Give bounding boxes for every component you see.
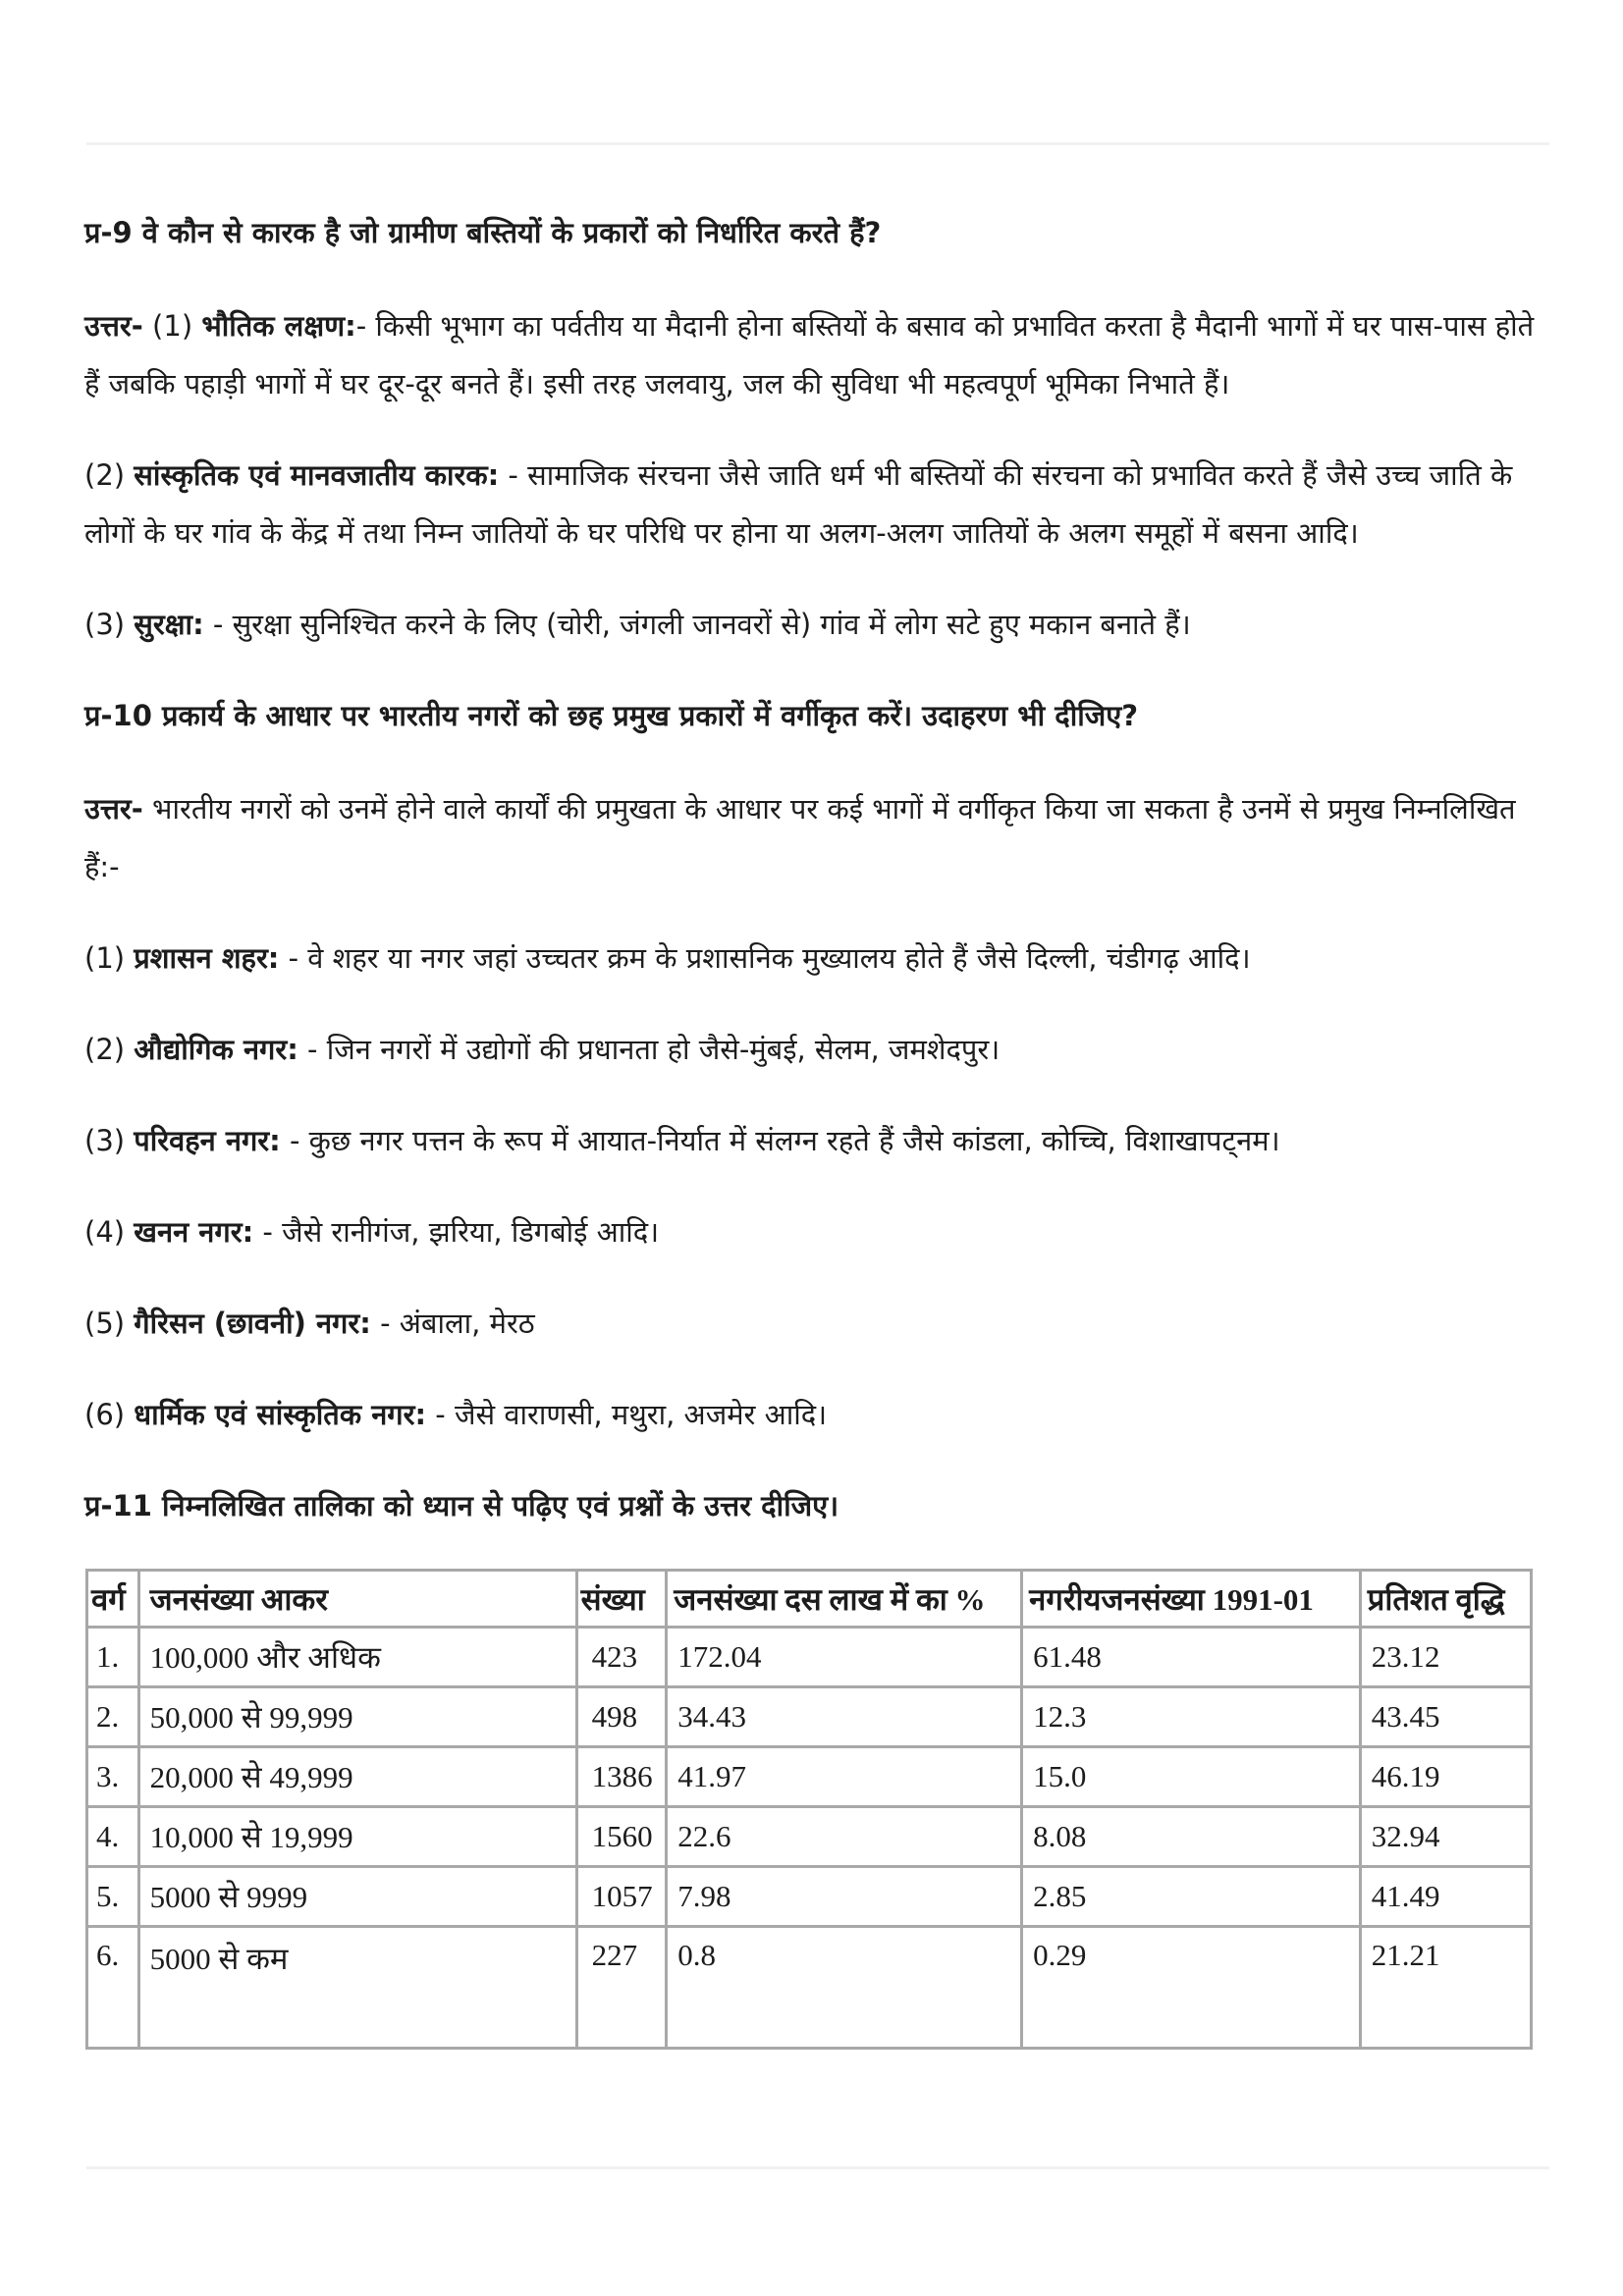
q9-answer-physical: उत्तर- (1) भौतिक लक्षण:- किसी भूभाग का पर्वतीय या मैदानी होना बस्तियों के बसाव को प्रभावित करता है मैदानी भागों में घर पास-पास होते हैं जबकि पहाड़ी भागों में घर दूर-दूर बनते हैं। इसी तरह जलवायु, जल की सुविधा भी महत्वपूर्ण भूमिका निभाते हैं। xyxy=(84,309,1535,400)
table-cell: 0.8 xyxy=(667,1927,1022,2049)
table-row xyxy=(87,1807,1532,1867)
subheading: औद्योगिक नगर: xyxy=(134,1033,298,1066)
subheading: सांस्कृतिक एवं मानवजातीय कारक: xyxy=(134,458,500,492)
header-cell: नगरीयजनसंख्या 1991-01 xyxy=(1022,1571,1361,1628)
table-cell: 32.94 xyxy=(1360,1807,1531,1867)
q9-answer-security: (3) सुरक्षा: - सुरक्षा सुनिश्चित करने के लिए (चोरी, जंगली जानवरों से) गांव में लोग सटे हुए मकान बनाते हैं। xyxy=(84,608,1191,641)
subheading: खनन नगर: xyxy=(134,1215,254,1249)
header-cell: संख्या xyxy=(576,1571,667,1628)
header-cell: प्रतिशत वृद्धि xyxy=(1360,1571,1531,1628)
table-cell: 1386 xyxy=(576,1747,667,1807)
table-cell: 498 xyxy=(576,1687,667,1747)
subheading: धार्मिक एवं सांस्कृतिक नगर: xyxy=(134,1398,427,1431)
subheading: प्रशासन शहर: xyxy=(134,941,280,975)
table-cell: 12.3 xyxy=(1022,1687,1361,1747)
subheading: गैरिसन (छावनी) नगर: xyxy=(134,1307,371,1340)
question-9: प्र-9 वे कौन से कारक है जो ग्रामीण बस्तियों के प्रकारों को निर्धारित करते हैं? xyxy=(84,216,882,249)
q9-answer-cultural: (2) सांस्कृतिक एवं मानवजातीय कारक: - सामाजिक संरचना जैसे जाति धर्म भी बस्तियों की संरचना को प्रभावित करते हैं जैसे उच्च जाति के लोगों के घर गांव के केंद्र में तथा निम्न जातियों के घर परिधि पर होना या अलग-अलग जातियों के अलग समूहों में बसना आदि। xyxy=(84,458,1513,550)
table-row xyxy=(87,1867,1532,1927)
subheading: सुरक्षा: xyxy=(134,608,204,641)
population-table xyxy=(85,1569,1533,2050)
table-cell: 7.98 xyxy=(667,1867,1022,1927)
city-type-item: (2) औद्योगिक नगर: - जिन नगरों में उद्योगों की प्रधानता हो जैसे-मुंबई, सेलम, जमशेदपुर। xyxy=(84,1033,1001,1066)
city-type-item: (5) गैरिसन (छावनी) नगर: - अंबाला, मेरठ xyxy=(84,1307,535,1340)
city-type-item: (1) प्रशासन शहर: - वे शहर या नगर जहां उच्चतर क्रम के प्रशासनिक मुख्यालय होते हैं जैसे दिल्ली, चंडीगढ़ आदि। xyxy=(84,941,1251,975)
table-cell: 43.45 xyxy=(1360,1687,1531,1747)
table-row xyxy=(87,1927,1532,2049)
table-cell: 20,000 से 49,999 xyxy=(138,1747,576,1807)
table-cell: 6. xyxy=(87,1927,139,2049)
table-cell: 50,000 से 99,999 xyxy=(138,1687,576,1747)
header-cell: जनसंख्या दस लाख में का % xyxy=(667,1571,1022,1628)
table-cell: 227 xyxy=(576,1927,667,2049)
table-cell: 23.12 xyxy=(1360,1628,1531,1687)
table-cell: 22.6 xyxy=(667,1807,1022,1867)
answer-label: उत्तर- xyxy=(84,792,143,826)
table-cell: 21.21 xyxy=(1360,1927,1531,2049)
table-cell: 5. xyxy=(87,1867,139,1927)
table-cell: 5000 से 9999 xyxy=(138,1867,576,1927)
subheading: परिवहन नगर: xyxy=(134,1124,281,1157)
table-cell: 3. xyxy=(87,1747,139,1807)
table-cell: 41.97 xyxy=(667,1747,1022,1807)
table-row xyxy=(87,1747,1532,1807)
city-type-item: (4) खनन नगर: - जैसे रानीगंज, झरिया, डिगबोई आदि। xyxy=(84,1215,660,1249)
question-10: प्र-10 प्रकार्य के आधार पर भारतीय नगरों को छह प्रमुख प्रकारों में वर्गीकृत करें। उदाहरण भी दीजिए? xyxy=(84,699,1139,732)
table-row xyxy=(87,1687,1532,1747)
table-cell: 34.43 xyxy=(667,1687,1022,1747)
city-type-item: (6) धार्मिक एवं सांस्कृतिक नगर: - जैसे वाराणसी, मथुरा, अजमेर आदि। xyxy=(84,1398,828,1431)
page-content xyxy=(84,204,1557,2050)
table-row xyxy=(87,1628,1532,1687)
table-cell: 2. xyxy=(87,1687,139,1747)
question-11: प्र-11 निम्नलिखित तालिका को ध्यान से पढ़िए एवं प्रश्नों के उत्तर दीजिए। xyxy=(84,1489,839,1522)
table-cell: 100,000 और अधिक xyxy=(138,1628,576,1687)
table-header-row xyxy=(87,1571,1532,1628)
bottom-divider xyxy=(86,2166,1549,2169)
table-cell: 8.08 xyxy=(1022,1807,1361,1867)
answer-label: उत्तर- xyxy=(84,309,143,343)
table-cell: 15.0 xyxy=(1022,1747,1361,1807)
top-divider xyxy=(86,142,1549,145)
table-cell: 61.48 xyxy=(1022,1628,1361,1687)
q10-answer-intro: उत्तर- भारतीय नगरों को उनमें होने वाले कार्यों की प्रमुखता के आधार पर कई भागों में वर्गीकृत किया जा सकता है उनमें से प्रमुख निम्नलिखित हैं:- xyxy=(84,792,1516,883)
header-cell: वर्ग xyxy=(87,1571,139,1628)
table-cell: 1. xyxy=(87,1628,139,1687)
table-cell: 10,000 से 19,999 xyxy=(138,1807,576,1867)
table-cell: 1560 xyxy=(576,1807,667,1867)
table-cell: 2.85 xyxy=(1022,1867,1361,1927)
header-cell: जनसंख्या आकर xyxy=(138,1571,576,1628)
table-cell: 423 xyxy=(576,1628,667,1687)
table-cell: 41.49 xyxy=(1360,1867,1531,1927)
table-cell: 172.04 xyxy=(667,1628,1022,1687)
city-type-item: (3) परिवहन नगर: - कुछ नगर पत्तन के रूप में आयात-निर्यात में संलग्न रहते हैं जैसे कांडला, कोच्चि, विशाखापट्नम। xyxy=(84,1124,1280,1157)
table-cell: 4. xyxy=(87,1807,139,1867)
table-cell: 0.29 xyxy=(1022,1927,1361,2049)
table-cell: 46.19 xyxy=(1360,1747,1531,1807)
table-cell: 1057 xyxy=(576,1867,667,1927)
table-cell: 5000 से कम xyxy=(138,1927,576,2049)
subheading: भौतिक लक्षण: xyxy=(201,309,356,343)
